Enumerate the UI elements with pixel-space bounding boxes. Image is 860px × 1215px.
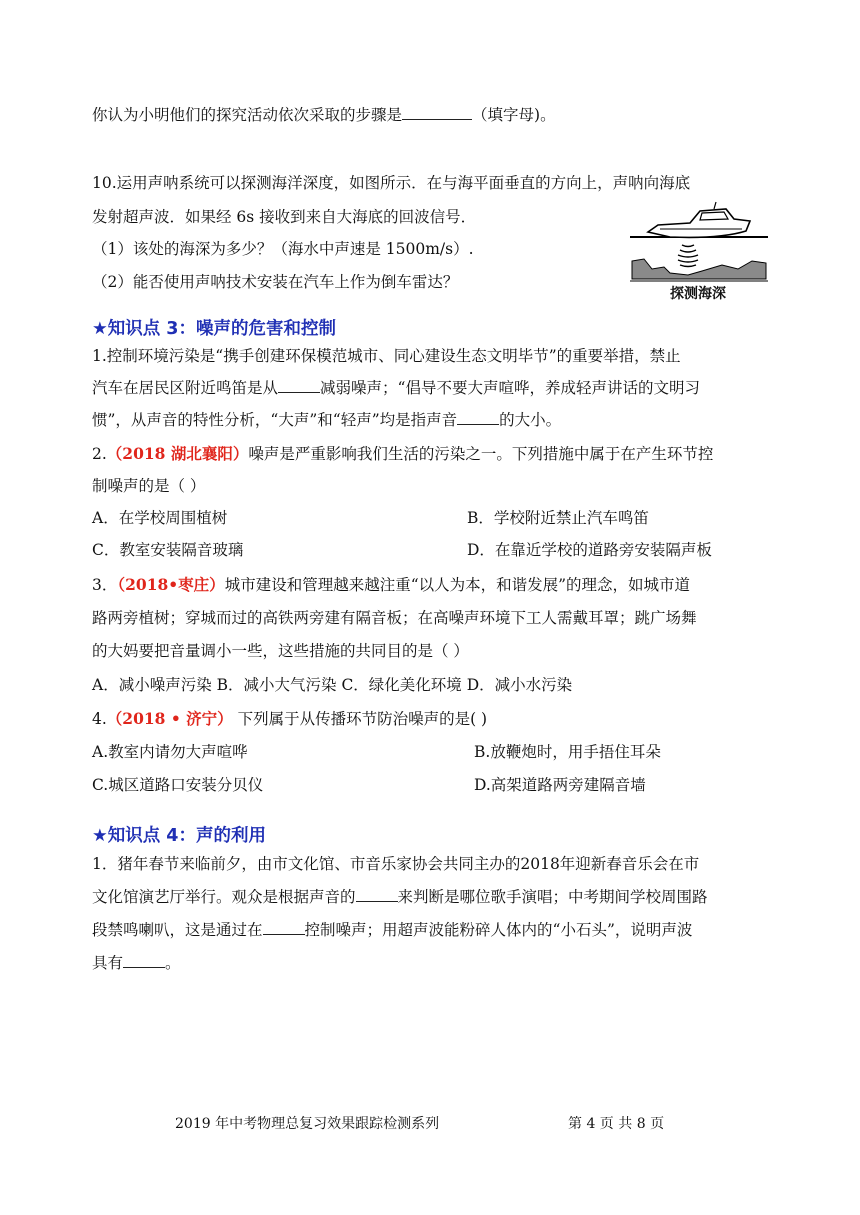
s3q1-blank1[interactable] [278, 378, 320, 393]
q10-line1: 10.运用声呐系统可以探测海洋深度，如图所示．在与海平面垂直的方向上，声呐向海底 [92, 174, 691, 192]
s4q1-line4: 具有 。 [92, 954, 181, 972]
q10-line2: 发射超声波．如果经 6s 接收到来自大海底的回波信号． [92, 208, 477, 226]
s3q1-line2: 汽车在居民区附近鸣笛是从 减弱噪声；“倡导不要大声喧哗，养成轻声讲话的文明习 [92, 379, 700, 397]
s4q1-blank2[interactable] [263, 920, 305, 935]
s3q2-source: （2018 湖北襄阳） [106, 444, 249, 463]
s3q3-options[interactable]: A．减小噪声污染 B．减小大气污染 C．绿化美化环境 D．减小水污染 [92, 676, 573, 694]
s3q1-blank2[interactable] [457, 410, 499, 425]
s3q2-line1: 2.（2018 湖北襄阳）噪声是严重影响我们生活的污染之一。下列措施中属于在产生环节控 [92, 444, 714, 463]
s3q2-line2: 制噪声的是（ ） [92, 477, 206, 495]
s3q4-line1: 4.（2018 • 济宁） 下列属于从传播环节防治噪声的是( ) [92, 709, 488, 728]
s3q2-option-a[interactable]: A．在学校周围植树 [92, 509, 228, 527]
s4q1-line1: 1．猪年春节来临前夕，由市文化馆、市音乐家协会共同主办的2018年迎新春音乐会在市 [92, 855, 700, 873]
s3q4-option-d[interactable]: D.高架道路两旁建隔音墙 [474, 776, 646, 794]
s3q3-line2: 路两旁植树；穿城而过的高铁两旁建有隔音板；在高噪声环境下工人需戴耳罩；跳广场舞 [92, 609, 697, 627]
section3-heading: ★知识点 3：噪声的危害和控制 [92, 319, 336, 339]
s4q1-line3: 段禁鸣喇叭，这是通过在 控制噪声；用超声波能粉碎人体内的“小石头”，说明声波 [92, 921, 693, 939]
footer-page-number: 第 4 页 共 8 页 [568, 1116, 665, 1132]
q9-blank[interactable] [402, 105, 472, 120]
s3q4-source: （2018 • 济宁） [106, 709, 233, 728]
footer-series: 2019 年中考物理总复习效果跟踪检测系列 [175, 1116, 440, 1132]
s3q2-option-b[interactable]: B．学校附近禁止汽车鸣笛 [467, 509, 649, 527]
s3q3-source: （2018•枣庄） [117, 575, 225, 594]
s3q4-option-a[interactable]: A.教室内请勿大声喧哗 [92, 743, 248, 761]
s3q4-option-c[interactable]: C.城区道路口安装分贝仪 [92, 776, 264, 794]
s3q2-option-d[interactable]: D．在靠近学校的道路旁安装隔声板 [467, 541, 712, 559]
s4q1-blank1[interactable] [356, 887, 398, 902]
q10-sub1: （1）该处的海深为多少？（海水中声速是 1500m/s）. [92, 240, 474, 258]
q10-sub2: （2）能否使用声呐技术安装在汽车上作为倒车雷达？ [92, 273, 459, 291]
s3q2-option-c[interactable]: C．教室安装隔音玻璃 [92, 541, 244, 559]
s3q3-line3: 的大妈要把音量调小一些，这些措施的共同目的是（ ） [92, 642, 469, 660]
s4q1-line2: 文化馆演艺厅举行。观众是根据声音的 来判断是哪位歌手演唱；中考期间学校周围路 [92, 888, 708, 906]
sonar-figure [630, 199, 768, 305]
q9-hint: （填字母)。 [472, 106, 556, 124]
s3q1-line3: 惯”，从声音的特性分析，“大声”和“轻声”均是指声音 的大小。 [92, 411, 562, 429]
section4-heading: ★知识点 4：声的利用 [92, 826, 266, 846]
q9-text: 你认为小明他们的探究活动依次采取的步骤是 [92, 106, 403, 124]
q9-answer-line [92, 104, 556, 126]
s3q3-line1: 3．（2018•枣庄）城市建设和管理越来越注重“以人为本，和谐发展”的理念，如城市道 [92, 575, 691, 594]
s3q1-line1: 1.控制环境污染是“携手创建环保模范城市、同心建设生态文明毕节”的重要举措，禁止 [92, 347, 681, 365]
s4q1-blank3[interactable] [123, 953, 165, 968]
figure-caption: 探测海深 [670, 286, 726, 302]
s3q4-option-b[interactable]: B.放鞭炮时，用手捂住耳朵 [474, 743, 661, 761]
